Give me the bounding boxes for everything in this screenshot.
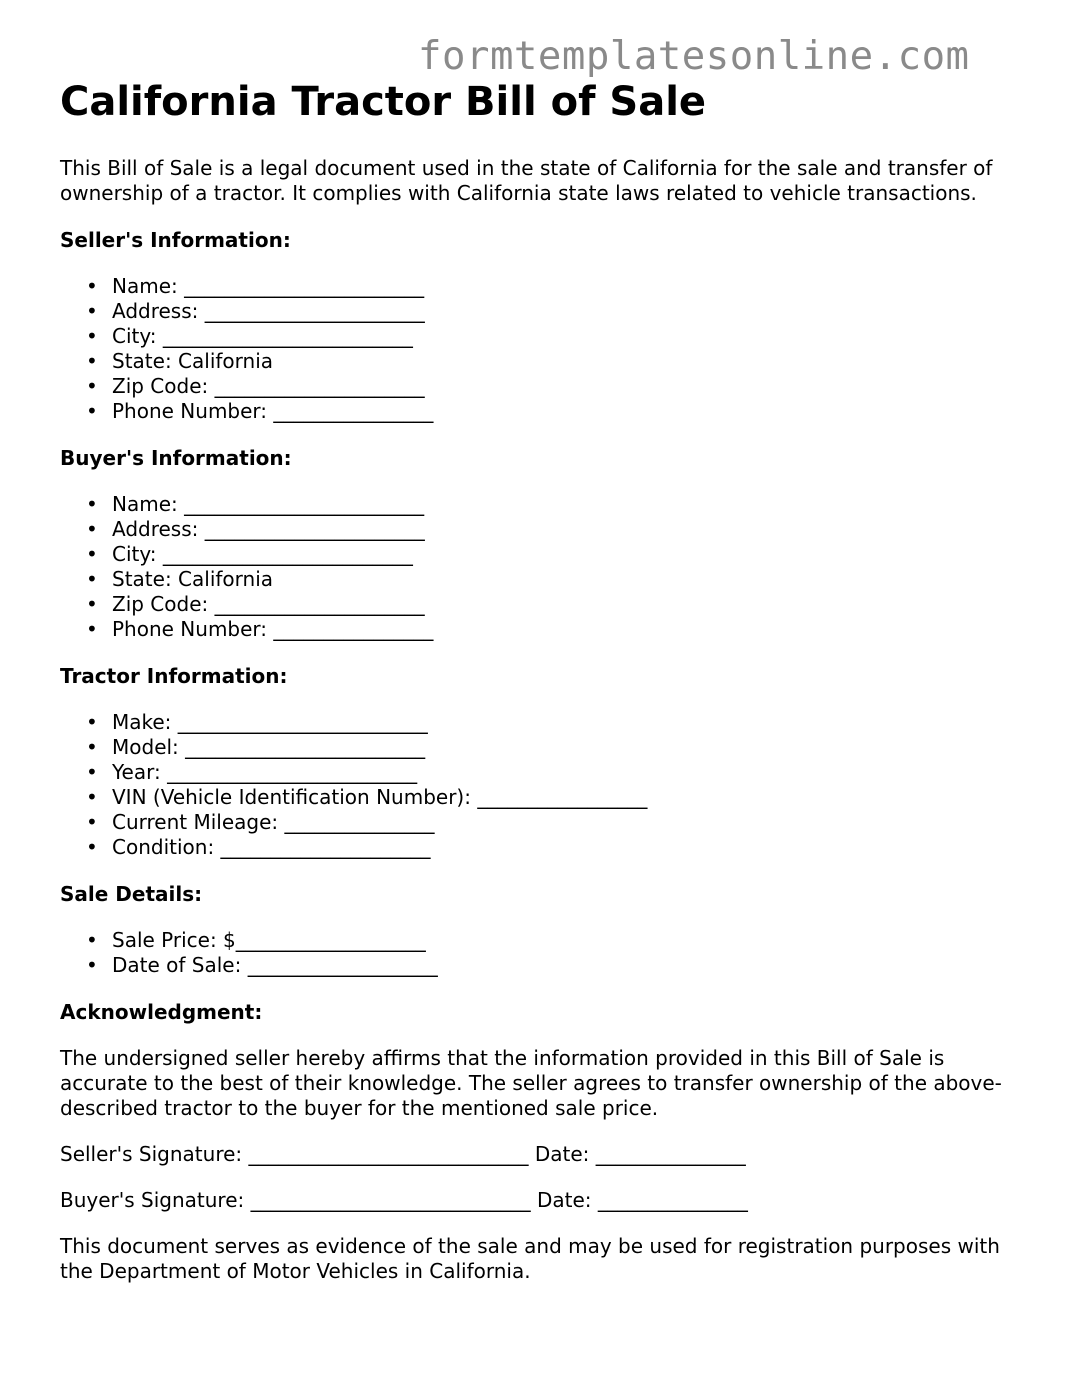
acknowledgment-heading: Acknowledgment: bbox=[60, 1000, 263, 1024]
seller-heading: Seller's Information: bbox=[60, 228, 291, 252]
intro-paragraph: This Bill of Sale is a legal document used in the state of California for the sale and transfer of ownership of a tractor. It complies with California state laws related to vehicle transactions. bbox=[60, 156, 993, 205]
sale-list bbox=[60, 928, 1020, 978]
tractor-mileage-field[interactable]: • Current Mileage: _______________ bbox=[112, 810, 1020, 835]
seller-phone-field[interactable]: • Phone Number: ________________ bbox=[112, 399, 1020, 424]
seller-name-field[interactable]: • Name: ________________________ bbox=[112, 274, 1020, 299]
tractor-condition-field[interactable]: • Condition: _____________________ bbox=[112, 835, 1020, 860]
buyer-name-field[interactable]: • Name: ________________________ bbox=[112, 492, 1020, 517]
tractor-year-field[interactable]: • Year: _________________________ bbox=[112, 760, 1020, 785]
buyer-city-field[interactable]: • City: _________________________ bbox=[112, 542, 1020, 567]
tractor-model-field[interactable]: • Model: ________________________ bbox=[112, 735, 1020, 760]
seller-list bbox=[60, 274, 1020, 424]
buyer-phone-field[interactable]: • Phone Number: ________________ bbox=[112, 617, 1020, 642]
buyer-signature-line[interactable]: Buyer's Signature: ____________________________ Date: _______________ bbox=[60, 1188, 748, 1212]
seller-state-field: • State: California bbox=[112, 349, 1020, 374]
sale-heading: Sale Details: bbox=[60, 882, 203, 906]
page-title: California Tractor Bill of Sale bbox=[60, 79, 707, 125]
buyer-address-field[interactable]: • Address: ______________________ bbox=[112, 517, 1020, 542]
buyer-list bbox=[60, 492, 1020, 642]
tractor-list bbox=[60, 710, 1020, 860]
document-page bbox=[60, 76, 1020, 1284]
sale-date-field[interactable]: • Date of Sale: ___________________ bbox=[112, 953, 1020, 978]
tractor-make-field[interactable]: • Make: _________________________ bbox=[112, 710, 1020, 735]
acknowledgment-text: The undersigned seller hereby affirms that the information provided in this Bill of Sale is accurate to the best of their knowledge. The seller agrees to transfer ownership of the above-described tractor to the buyer for the mentioned sale price. bbox=[60, 1046, 1002, 1120]
seller-signature-line[interactable]: Seller's Signature: ____________________________ Date: _______________ bbox=[60, 1142, 746, 1166]
seller-zip-field[interactable]: • Zip Code: _____________________ bbox=[112, 374, 1020, 399]
buyer-zip-field[interactable]: • Zip Code: _____________________ bbox=[112, 592, 1020, 617]
sale-price-field[interactable]: • Sale Price: $___________________ bbox=[112, 928, 1020, 953]
watermark: formtemplatesonline.com bbox=[418, 34, 970, 79]
buyer-heading: Buyer's Information: bbox=[60, 446, 292, 470]
seller-address-field[interactable]: • Address: ______________________ bbox=[112, 299, 1020, 324]
tractor-vin-field[interactable]: • VIN (Vehicle Identification Number): _________________ bbox=[112, 785, 1020, 810]
tractor-heading: Tractor Information: bbox=[60, 664, 288, 688]
buyer-state-field: • State: California bbox=[112, 567, 1020, 592]
seller-city-field[interactable]: • City: _________________________ bbox=[112, 324, 1020, 349]
closing-paragraph: This document serves as evidence of the sale and may be used for registration purposes with the Department of Motor Vehicles in California. bbox=[60, 1234, 1000, 1283]
